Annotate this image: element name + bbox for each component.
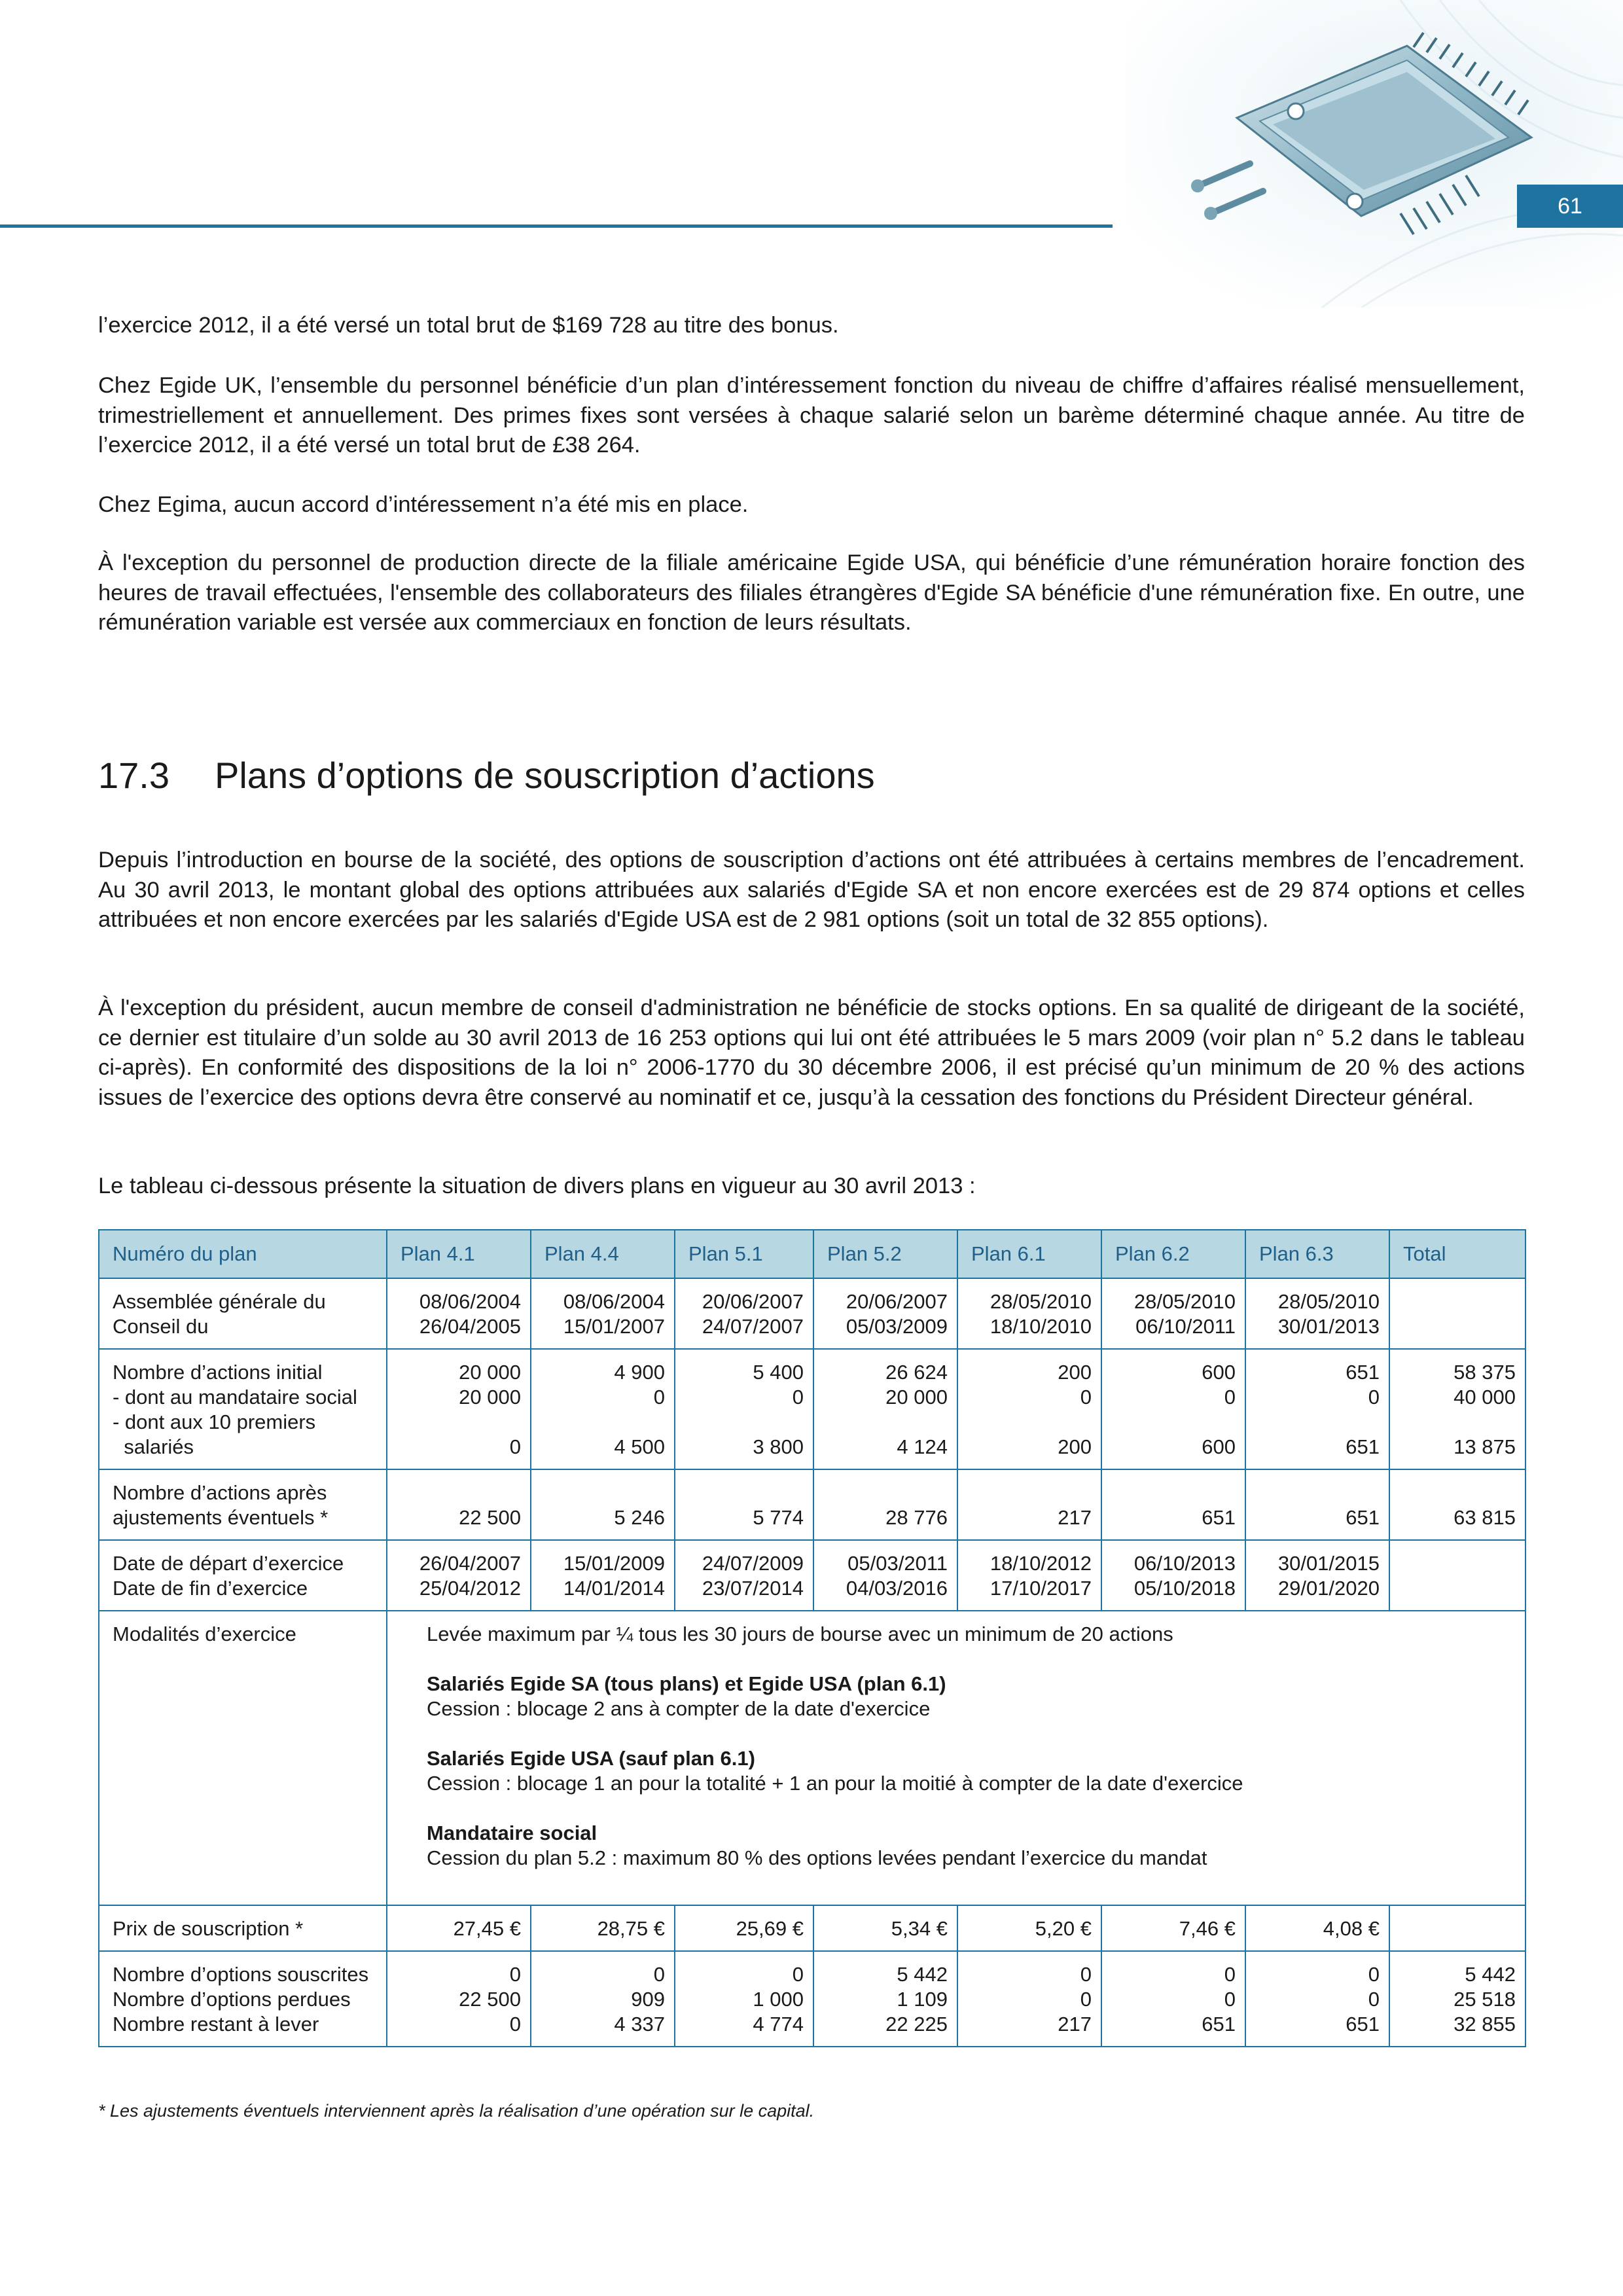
table-row (99, 1278, 1525, 1349)
cell-line: 25 518 (1454, 1988, 1516, 2011)
cell-line: 26/04/2005 (419, 1315, 521, 1338)
table-cell (1245, 1540, 1389, 1611)
cell-line: 05/03/2009 (846, 1315, 948, 1338)
cell-line: 5 246 (614, 1506, 665, 1529)
row-label (99, 1951, 387, 2047)
modalites-subtitle: Salariés Egide USA (sauf plan 6.1) (427, 1747, 755, 1770)
cell-line (1403, 1480, 1516, 1505)
row-label: Prix de souscription * (99, 1905, 387, 1951)
cell-line: 200 (1058, 1361, 1092, 1384)
label-line: Nombre restant à lever (113, 2013, 319, 2036)
table-row-prix (99, 1905, 1525, 1951)
cell-line: 200 (1058, 1435, 1092, 1458)
label-line: salariés (113, 1435, 194, 1458)
table-cell: 25,69 € (675, 1905, 813, 1951)
label-line: Nombre d’actions initial (113, 1361, 323, 1384)
paragraph-egima: Chez Egima, aucun accord d’intéressement n’a été mis en place. (98, 492, 749, 517)
header-rule (0, 224, 1113, 228)
table-cell (813, 1469, 957, 1540)
table-cell: 5,20 € (957, 1905, 1101, 1951)
cell-line: 14/01/2014 (563, 1577, 665, 1600)
row-label (99, 1349, 387, 1469)
table-cell: 7,46 € (1101, 1905, 1245, 1951)
table-cell (957, 1278, 1101, 1349)
cell-line: 63 815 (1454, 1506, 1516, 1529)
cell-line: 0 (1224, 1988, 1236, 2011)
cell-line: 651 (1202, 1506, 1236, 1529)
table-cell: 28,75 € (531, 1905, 675, 1951)
cell-line: 0 (1368, 1988, 1380, 2011)
header-cell: Plan 5.1 (675, 1230, 813, 1278)
table-cell (531, 1278, 675, 1349)
cell-line: 17/10/2017 (990, 1577, 1092, 1600)
table-cell: 5,34 € (813, 1905, 957, 1951)
cell-line (544, 1410, 665, 1435)
modalites-subtitle: Salariés Egide SA (tous plans) et Egide USA (plan 6.1) (427, 1672, 946, 1695)
cell-line (1259, 1410, 1380, 1435)
cell-line (401, 1410, 521, 1435)
modalites-cell (387, 1611, 1525, 1905)
cell-line: 0 (1080, 1988, 1092, 2011)
cell-line: 26 624 (885, 1361, 948, 1384)
cell-line: 5 774 (753, 1506, 804, 1529)
cell-line: 3 800 (753, 1435, 804, 1458)
table-cell (531, 1951, 675, 2047)
cell-line: 909 (631, 1988, 665, 2011)
cell-line: 4 124 (897, 1435, 948, 1458)
table-cell (1101, 1951, 1245, 2047)
table-body (99, 1278, 1525, 2047)
cell-line: 1 000 (753, 1988, 804, 2011)
cell-line: 15/01/2009 (563, 1552, 665, 1575)
cell-line: 30/01/2013 (1277, 1315, 1380, 1338)
cell-line: 0 (1368, 1963, 1380, 1986)
table-cell (1389, 1951, 1525, 2047)
table-row (99, 1540, 1525, 1611)
header-cell: Plan 6.2 (1101, 1230, 1245, 1278)
table-cell (675, 1540, 813, 1611)
page-number: 61 (1517, 185, 1623, 228)
cell-line: 20/06/2007 (846, 1290, 948, 1313)
table-cell (957, 1540, 1101, 1611)
cell-line: 25/04/2012 (419, 1577, 521, 1600)
table-cell (957, 1349, 1101, 1469)
component-package-illustration (1126, 0, 1623, 308)
cell-line: 5 442 (1465, 1963, 1516, 1986)
header-cell: Plan 6.1 (957, 1230, 1101, 1278)
cell-line: 600 (1202, 1361, 1236, 1384)
cell-line: 08/06/2004 (563, 1290, 665, 1313)
cell-line: 29/01/2020 (1277, 1577, 1380, 1600)
cell-line: 20 000 (459, 1361, 521, 1384)
cell-line (688, 1480, 804, 1505)
cell-line (1115, 1410, 1236, 1435)
table-cell (1245, 1278, 1389, 1349)
cell-line: 06/10/2013 (1133, 1552, 1236, 1575)
table-header-row (99, 1230, 1525, 1278)
table-cell: 27,45 € (387, 1905, 531, 1951)
cell-line: 05/03/2011 (847, 1552, 948, 1575)
cell-line: 20 000 (459, 1386, 521, 1408)
table-cell (1389, 1278, 1525, 1349)
label-line: Nombre d’actions après (113, 1481, 327, 1504)
table-cell (387, 1951, 531, 2047)
row-label (99, 1540, 387, 1611)
cell-line: 22 500 (459, 1506, 521, 1529)
label-line: Conseil du (113, 1315, 209, 1338)
table-cell (531, 1469, 675, 1540)
cell-line: 28/05/2010 (1133, 1290, 1236, 1313)
table-row (99, 1349, 1525, 1469)
table-footnote: * Les ajustements éventuels interviennent après la réalisation d’une opération sur le capital. (98, 2101, 815, 2121)
label-line: - dont au mandataire social (113, 1386, 357, 1408)
table-cell: 4,08 € (1245, 1905, 1389, 1951)
table-cell (1101, 1469, 1245, 1540)
cell-line: 24/07/2007 (702, 1315, 804, 1338)
section-heading (98, 753, 875, 798)
label-line: Date de fin d’exercice (113, 1577, 308, 1600)
table-cell (813, 1349, 957, 1469)
label-line: - dont aux 10 premiers (113, 1410, 316, 1433)
modalites-subtitle: Mandataire social (427, 1821, 597, 1844)
cell-line: 15/01/2007 (563, 1315, 665, 1338)
cell-line: 651 (1202, 2013, 1236, 2036)
cell-line: 5 442 (897, 1963, 948, 1986)
label-line: Assemblée générale du (113, 1290, 326, 1313)
table-cell (387, 1469, 531, 1540)
table-cell (387, 1278, 531, 1349)
table-cell (675, 1951, 813, 2047)
table-cell (957, 1469, 1101, 1540)
cell-line: 0 (1224, 1386, 1236, 1408)
cell-line: 18/10/2010 (990, 1315, 1092, 1338)
cell-line: 651 (1346, 1506, 1380, 1529)
cell-line (971, 1410, 1092, 1435)
cell-line: 600 (1202, 1435, 1236, 1458)
cell-line (971, 1480, 1092, 1505)
cell-line (827, 1410, 948, 1435)
cell-line (544, 1480, 665, 1505)
paragraph-introduction-bourse: Depuis l’introduction en bourse de la société, des options de souscription d’actions ont été attribuées à certains membres de l’encadrement. Au 30 avril 2013, le montant global des options attribuées aux salariés d'Egide SA et non encore exercées est de 29 874 options et celles attribuées et non encore exercées par les salariés d'Egide USA est de 2 981 options (soit un total de 32 855 options). (98, 848, 1525, 932)
paragraph-president: À l'exception du président, aucun membre de conseil d'administration ne bénéficie de stocks options. En sa qualité de dirigeant de la société, ce dernier est titulaire d’un solde au 30 avril 2013 de 16 253 options qui lui ont été attribuées le 5 mars 2009 (voir plan n° 5.2 dans le tableau ci-après). En conformité des dispositions de la loi n° 2006-1770 du 30 décembre 2006, il est précisé qu’un minimum de 20 % des actions issues de l’exercice des options devra être conservé au nominatif et ce, jusqu’à la cessation des fonctions du Président Directeur général. (98, 996, 1525, 1110)
cell-line: 22 500 (459, 1988, 521, 2011)
header-cell: Numéro du plan (99, 1230, 387, 1278)
header-cell: Plan 4.4 (531, 1230, 675, 1278)
table-cell (1389, 1469, 1525, 1540)
cell-line: 0 (509, 1435, 521, 1458)
cell-line: 30/01/2015 (1277, 1552, 1380, 1575)
header-cell: Plan 4.1 (387, 1230, 531, 1278)
cell-line: 4 774 (753, 2013, 804, 2036)
cell-line: 217 (1058, 1506, 1092, 1529)
modalites-line: Cession : blocage 1 an pour la totalité + 1 an pour la moitié à compter de la date d'exercice (427, 1772, 1243, 1795)
row-label: Modalités d’exercice (99, 1611, 387, 1905)
cell-line: 651 (1346, 1361, 1380, 1384)
table-cell (813, 1951, 957, 2047)
label-line: Nombre d’options perdues (113, 1988, 351, 2011)
cell-line: 0 (792, 1386, 804, 1408)
cell-line: 08/06/2004 (419, 1290, 521, 1313)
cell-line: 20 000 (885, 1386, 948, 1408)
cell-line (1115, 1480, 1236, 1505)
table-cell (1101, 1349, 1245, 1469)
cell-line: 28 776 (885, 1506, 948, 1529)
cell-line: 13 875 (1454, 1435, 1516, 1458)
cell-line (401, 1480, 521, 1505)
cell-line (827, 1480, 948, 1505)
cell-line: 05/10/2018 (1133, 1577, 1236, 1600)
modalites-line: Cession : blocage 2 ans à compter de la date d'exercice (427, 1697, 931, 1720)
table-cell (1245, 1951, 1389, 2047)
header-cell: Plan 6.3 (1245, 1230, 1389, 1278)
table-cell (813, 1540, 957, 1611)
table-cell (675, 1469, 813, 1540)
stock-option-plans-table (98, 1229, 1526, 2047)
label-line: Nombre d’options souscrites (113, 1963, 369, 1986)
cell-line: 23/07/2014 (702, 1577, 804, 1600)
cell-line: 0 (1224, 1963, 1236, 1986)
table-cell (1245, 1469, 1389, 1540)
cell-line (1403, 1410, 1516, 1435)
row-label (99, 1278, 387, 1349)
cell-line: 24/07/2009 (702, 1552, 804, 1575)
table-cell (813, 1278, 957, 1349)
table-cell (531, 1540, 675, 1611)
header-cell: Total (1389, 1230, 1525, 1278)
cell-line: 0 (653, 1963, 665, 1986)
table-row-modalites (99, 1611, 1525, 1905)
cell-line: 0 (509, 1963, 521, 1986)
section-title: Plans d’options de souscription d’actions (215, 755, 875, 796)
cell-line (688, 1410, 804, 1435)
cell-line: 26/04/2007 (419, 1552, 521, 1575)
cell-line: 0 (1368, 1386, 1380, 1408)
cell-line: 4 900 (614, 1361, 665, 1384)
table-row (99, 1469, 1525, 1540)
cell-line: 04/03/2016 (846, 1577, 948, 1600)
modalites-line: Levée maximum par ¼ tous les 30 jours de bourse avec un minimum de 20 actions (427, 1623, 1173, 1645)
section-number: 17.3 (98, 755, 169, 796)
cell-line: 0 (1080, 1386, 1092, 1408)
table-cell (1389, 1905, 1525, 1951)
cell-line: 0 (792, 1963, 804, 1986)
table-cell (1101, 1278, 1245, 1349)
cell-line: 0 (653, 1386, 665, 1408)
cell-line: 217 (1058, 2013, 1092, 2036)
cell-line: 1 109 (897, 1988, 948, 2011)
cell-line: 0 (1080, 1963, 1092, 1986)
table-cell (1245, 1349, 1389, 1469)
table-cell (675, 1278, 813, 1349)
table-cell (957, 1951, 1101, 2047)
cell-line: 06/10/2011 (1135, 1315, 1236, 1338)
paragraph-bonus-usa: l’exercice 2012, il a été versé un total brut de $169 728 au titre des bonus. (98, 313, 839, 338)
modalites-line: Cession du plan 5.2 : maximum 80 % des options levées pendant l’exercice du mandat (427, 1846, 1207, 1869)
paragraph-filiales: À l'exception du personnel de production directe de la filiale américaine Egide USA, qui bénéficie d’une rémunération horaire fonction des heures de travail effectuées, l'ensemble des collaborateurs des filiales étrangères d'Egide SA bénéficie d'une rémunération fixe. En outre, une rémunération variable est versée aux commerciaux en fonction de leurs résultats. (98, 550, 1525, 635)
cell-line: 651 (1346, 1435, 1380, 1458)
table-cell (387, 1349, 531, 1469)
table-cell (1389, 1540, 1525, 1611)
table-row-options (99, 1951, 1525, 2047)
cell-line: 22 225 (885, 2013, 948, 2036)
table-cell (387, 1540, 531, 1611)
table-cell (675, 1349, 813, 1469)
cell-line: 58 375 (1454, 1361, 1516, 1384)
cell-line: 32 855 (1454, 2013, 1516, 2036)
table-cell (1101, 1540, 1245, 1611)
cell-line: 651 (1346, 2013, 1380, 2036)
cell-line: 20/06/2007 (702, 1290, 804, 1313)
cell-line: 4 500 (614, 1435, 665, 1458)
label-line: Date de départ d’exercice (113, 1552, 344, 1575)
table-cell (1389, 1349, 1525, 1469)
cell-line: 28/05/2010 (1277, 1290, 1380, 1313)
cell-line: 4 337 (614, 2013, 665, 2036)
label-line: ajustements éventuels * (113, 1506, 329, 1529)
cell-line: 5 400 (753, 1361, 804, 1384)
cell-line: 0 (509, 2013, 521, 2036)
row-label (99, 1469, 387, 1540)
cell-line: 40 000 (1454, 1386, 1516, 1408)
header-cell: Plan 5.2 (813, 1230, 957, 1278)
cell-line: 18/10/2012 (990, 1552, 1092, 1575)
paragraph-egide-uk: Chez Egide UK, l’ensemble du personnel bénéficie d’un plan d’intéressement fonction du niveau de chiffre d’affaires réalisé mensuellement, trimestriellement et annuellement. Des primes fixes sont versées à chaque salarié selon un barème déterminé chaque année. Au titre de l’exercice 2012, il a été versé un total brut de £38 264. (98, 373, 1525, 457)
cell-line (1259, 1480, 1380, 1505)
cell-line: 28/05/2010 (990, 1290, 1092, 1313)
paragraph-table-intro: Le tableau ci-dessous présente la situation de divers plans en vigueur au 30 avril 2013 : (98, 1174, 976, 1198)
table-cell (531, 1349, 675, 1469)
